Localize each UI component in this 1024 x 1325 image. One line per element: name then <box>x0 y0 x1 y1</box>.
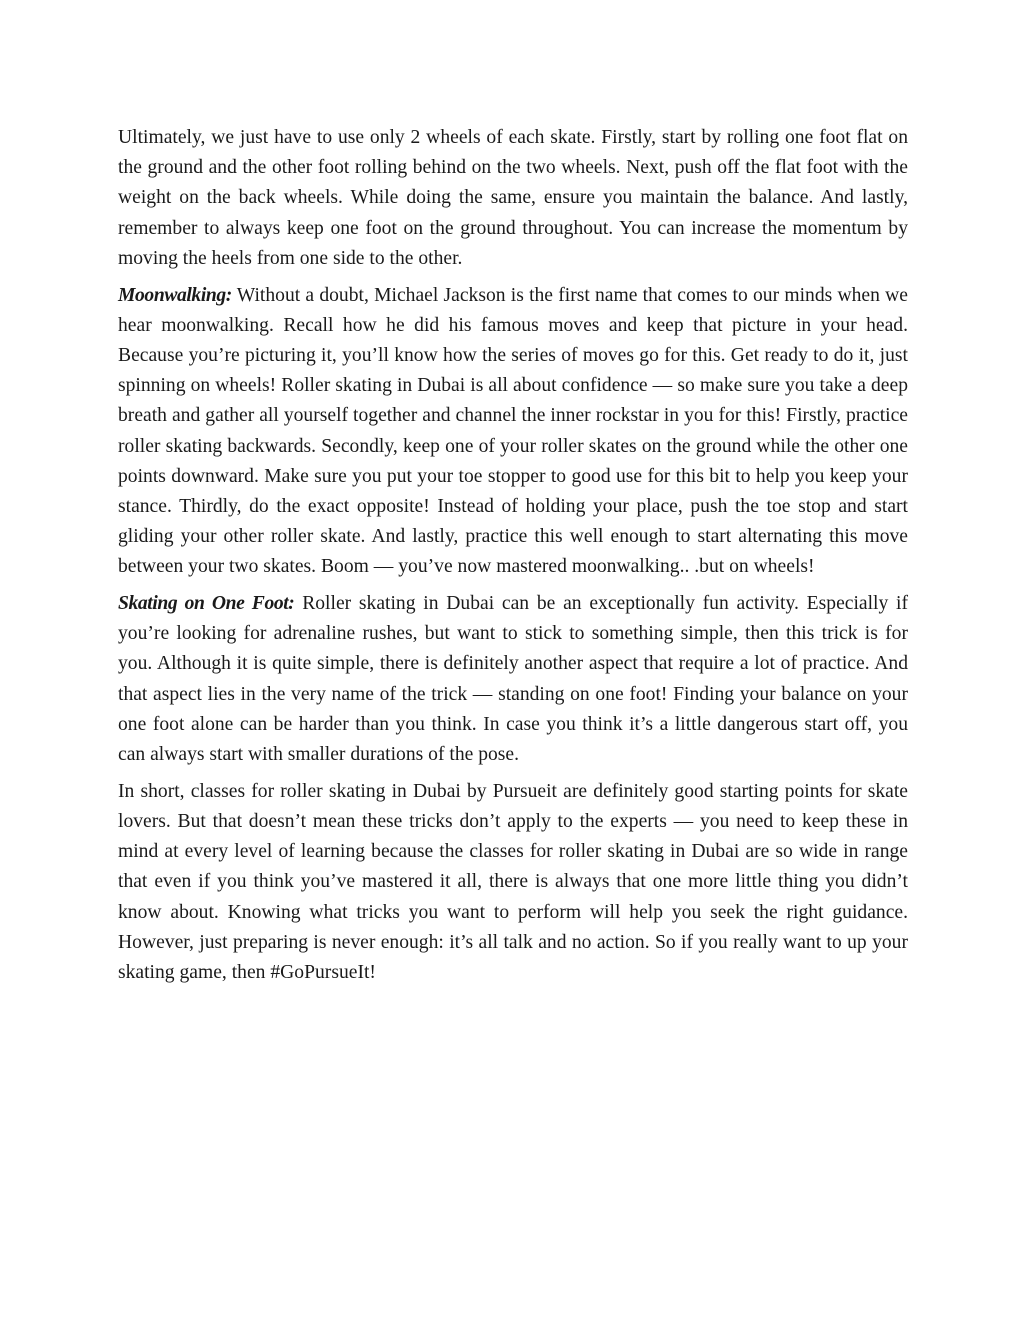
paragraph-intro <box>118 123 908 274</box>
article-body <box>118 123 908 995</box>
section-heading-one-foot: Skating on One Foot: <box>118 593 295 615</box>
paragraph-text: In short, classes for roller skating in Dubai by Pursueit are definitely good starting points for skate lovers. But that doesn’t mean these tricks don’t apply to the experts — you need to keep these in mind at every level of learning because the classes for roller skating in Dubai are so wide in range that even if you think you’ve mastered it all, there is always that one more little thing you didn’t know about. Knowing what tricks you want to perform will help you seek the right guidance. However, just preparing is never enough: it’s all talk and no action. So if you really want to up your skating game, then #GoPursueIt! <box>118 780 908 983</box>
section-heading-moonwalking: Moonwalking: <box>118 284 232 306</box>
paragraph-text: Ultimately, we just have to use only 2 wheels of each skate. Firstly, start by rolling one foot flat on the ground and the other foot rolling behind on the two wheels. Next, push off the flat foot with the weight on the back wheels. While doing the same, ensure you maintain the balance. And lastly, remember to always keep one foot on the ground throughout. You can increase the momentum by moving the heels from one side to the other. <box>118 127 908 269</box>
paragraph-text: Roller skating in Dubai can be an exceptionally fun activity. Especially if you’re looking for adrenaline rushes, but want to stick to something simple, then this trick is for you. Although it is quite simple, there is definitely another aspect that require a lot of practice. And that aspect lies in the very name of the trick — standing on one foot! Finding your balance on your one foot alone can be harder than you think. In case you think it’s a little dangerous start off, you can always start with smaller durations of the pose. <box>118 593 909 766</box>
paragraph-text: Without a doubt, Michael Jackson is the first name that comes to our minds when we hear moonwalking. Recall how he did his famous moves and keep that picture in your head. Because you’re picturing it, you’ll know how the series of moves go for this. Get ready to do it, just spinning on wheels! Roller skating in Dubai is all about confidence — so make sure you take a deep breath and gather all yourself together and channel the inner rockstar in you for this! Firstly, practice roller skating backwards. Secondly, keep one of your roller skates on the ground while the other one points downward. Make sure you put your toe stopper to good use for this bit to help you keep your stance. Thirdly, do the exact opposite! Instead of holding your place, push the toe stop and start gliding your other roller skate. And lastly, practice this well enough to start alternating this move between your two skates. Boom — you’ve now mastered moonwalking.. .but on wheels! <box>118 284 908 578</box>
paragraph-moonwalking <box>118 281 908 583</box>
paragraph-conclusion <box>118 777 908 988</box>
paragraph-one-foot <box>118 589 908 770</box>
